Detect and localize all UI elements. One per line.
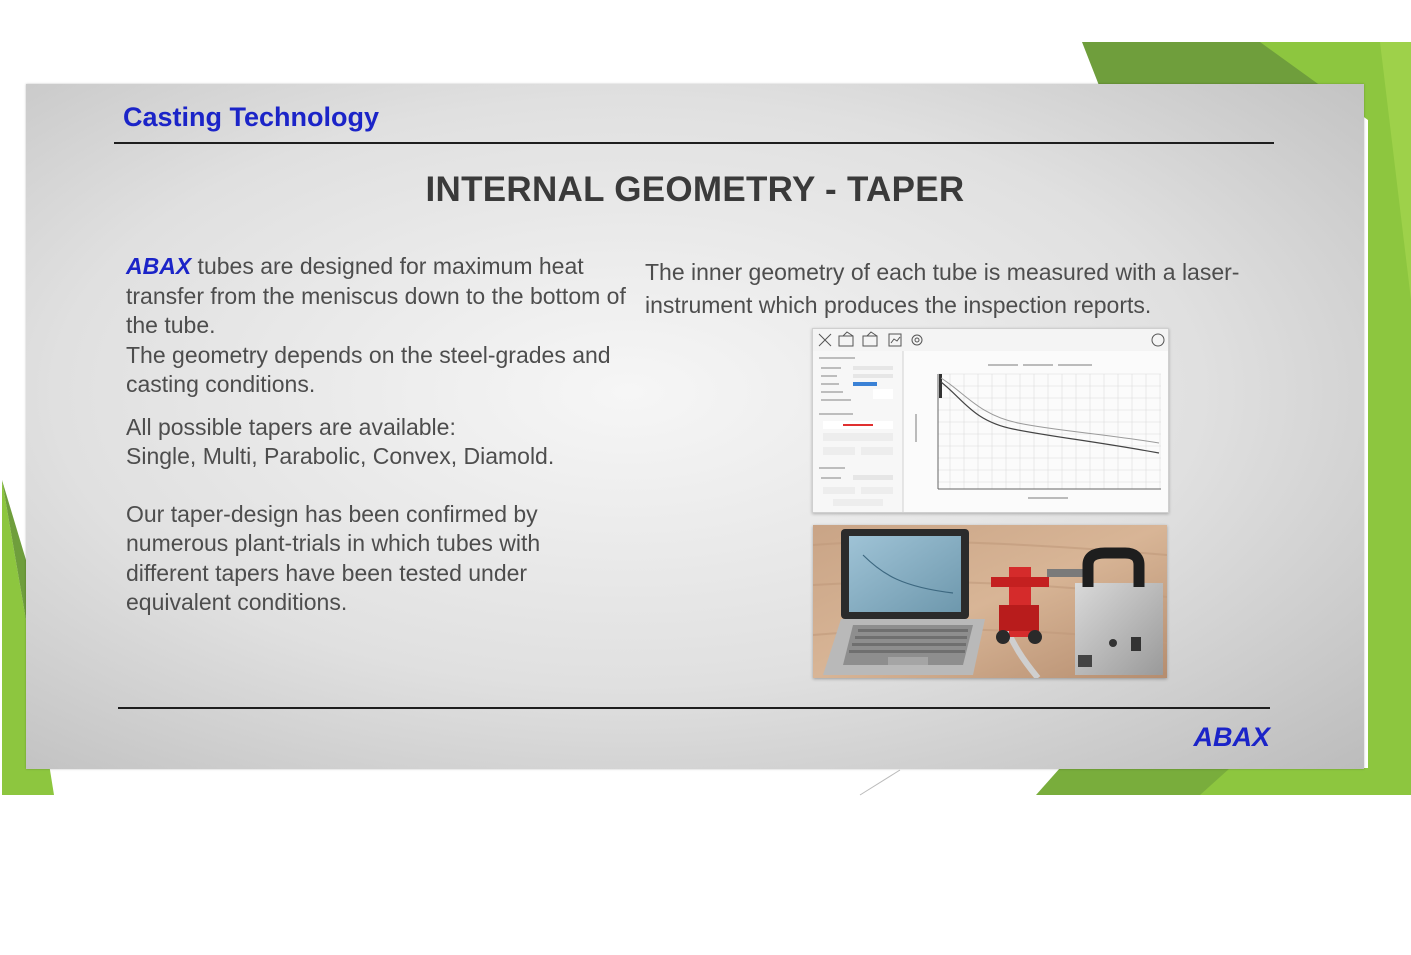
main-title: INTERNAL GEOMETRY - TAPER	[425, 170, 965, 209]
measurement-paragraph: The inner geometry of each tube is measured with a laser-instrument which produces the inspection reports.	[645, 259, 1240, 318]
tapers-list: Single, Multi, Parabolic, Convex, Diamold.	[126, 443, 555, 469]
instrument-photo-image	[813, 525, 1167, 678]
bottom-divider	[118, 707, 1270, 709]
left-text-column	[126, 252, 626, 618]
instrument-photo-drawing	[813, 525, 1167, 678]
software-screenshot-image	[812, 328, 1169, 513]
software-screenshot-drawing	[813, 329, 1168, 512]
section-title: Casting Technology	[123, 102, 380, 132]
intro-paragraph	[126, 252, 626, 341]
top-divider	[114, 142, 1274, 144]
intro-text: tubes are designed for maximum heat transfer from the meniscus down to the bottom of the tube.	[126, 253, 626, 338]
geometry-paragraph: The geometry depends on the steel-grades and casting conditions.	[126, 341, 611, 397]
slide	[26, 84, 1364, 769]
right-text-column	[645, 256, 1345, 322]
confirmation-paragraph: Our taper-design has been confirmed by numerous plant-trials in which tubes with different tapers have been tested under equivalent conditions.	[126, 500, 541, 615]
brand-inline: ABAX	[126, 253, 192, 279]
tapers-heading: All possible tapers are available:	[126, 413, 456, 440]
footer-brand-logo: ABAX	[1193, 722, 1270, 752]
